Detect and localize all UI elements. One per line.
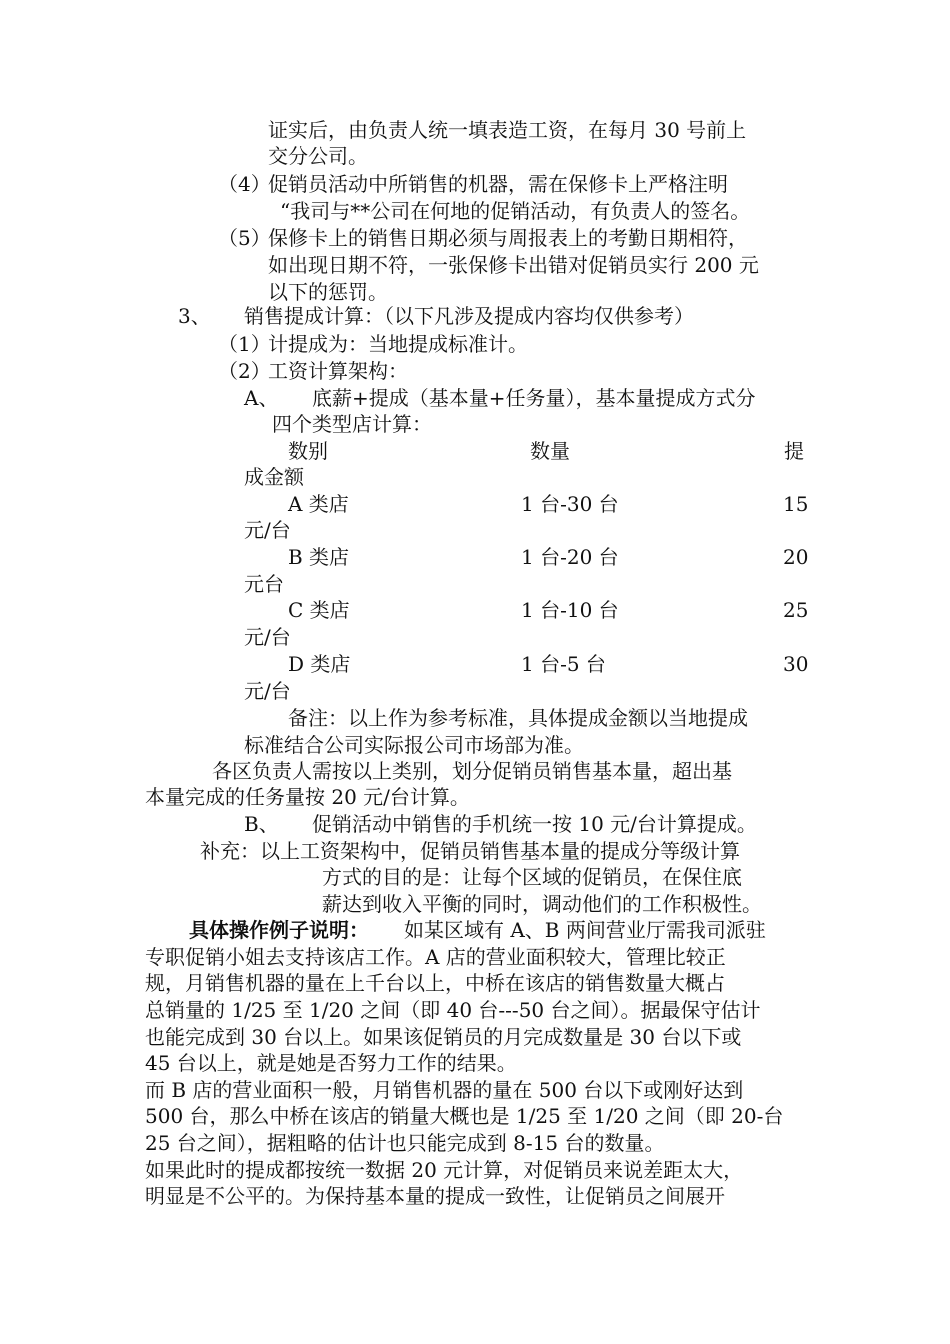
example-heading: 具体操作例子说明： xyxy=(189,918,369,942)
table-cell-unit: 元/台 xyxy=(244,625,291,649)
text-line: 如某区域有 A、B 两间营业厅需我司派驻 xyxy=(404,918,766,942)
text-line: 证实后，由负责人统一填表造工资，在每月 30 号前上 xyxy=(268,118,747,142)
item-number: （5） xyxy=(218,226,271,250)
item-number: （2） xyxy=(218,359,271,383)
text-line: 总销量的 1/25 至 1/20 之间（即 40 台---50 台之间）。据最保守估计 xyxy=(145,998,761,1022)
table-cell-amount: 15 xyxy=(783,492,809,516)
table-cell-type: C 类店 xyxy=(288,598,350,622)
text-line: 各区负责人需按以上类别，划分促销员销售基本量，超出基 xyxy=(212,759,732,783)
table-cell-amount: 30 xyxy=(783,652,809,676)
table-header-type: 数别 xyxy=(288,439,328,463)
table-cell-qty: 1 台-30 台 xyxy=(521,492,619,516)
table-header-qty: 数量 xyxy=(530,439,570,463)
text-line: 交分公司。 xyxy=(268,144,368,168)
text-line: 明显是不公平的。为保持基本量的提成一致性，让促销员之间展开 xyxy=(145,1184,725,1208)
text-line: 45 台以上，就是她是否努力工作的结果。 xyxy=(145,1051,517,1075)
section-title: 销售提成计算：（以下凡涉及提成内容均仅供参考） xyxy=(244,304,694,328)
text-line: 四个类型店计算： xyxy=(272,412,432,436)
table-cell-unit: 元/台 xyxy=(244,679,291,703)
text-line: 也能完成到 30 台以上。如果该促销员的月完成数量是 30 台以下或 xyxy=(145,1025,742,1049)
text-line: 促销员活动中所销售的机器，需在保修卡上严格注明 xyxy=(268,172,728,196)
table-cell-type: A 类店 xyxy=(288,492,349,516)
supplement-line: 方式的目的是：让每个区域的促销员，在保住底 xyxy=(322,865,742,889)
text-line: 如果此时的提成都按统一数据 20 元计算，对促销员来说差距太大， xyxy=(145,1158,744,1182)
table-cell-qty: 1 台-5 台 xyxy=(521,652,606,676)
table-cell-unit: 元台 xyxy=(244,572,284,596)
text-line: “我司与**公司在何地的促销活动，有负责人的签名。 xyxy=(280,199,751,223)
text-line: 计提成为：当地提成标准计。 xyxy=(268,332,528,356)
text-line: 如出现日期不符，一张保修卡出错对促销员实行 200 元 xyxy=(268,253,759,277)
note-line: 备注：以上作为参考标准，具体提成金额以当地提成 xyxy=(288,706,748,730)
item-number: （4） xyxy=(218,172,271,196)
part-label: B、 xyxy=(244,812,279,836)
part-label: A、 xyxy=(244,386,279,410)
text-line: 保修卡上的销售日期必须与周报表上的考勤日期相符， xyxy=(268,226,748,250)
text-line: 底薪+提成（基本量+任务量），基本量提成方式分 xyxy=(312,386,756,410)
text-line: 500 台，那么中桥在该店的销量大概也是 1/25 至 1/20 之间（即 20-台 xyxy=(145,1104,784,1128)
table-cell-amount: 20 xyxy=(783,545,809,569)
table-cell-type: D 类店 xyxy=(288,652,351,676)
text-line: 专职促销小姐去支持该店工作。A 店的营业面积较大，管理比较正 xyxy=(145,945,726,969)
text-line: 以下的惩罚。 xyxy=(268,280,388,304)
note-line: 标准结合公司实际报公司市场部为准。 xyxy=(244,733,584,757)
text-line: 工资计算架构： xyxy=(268,359,408,383)
table-header-amount-wrap: 成金额 xyxy=(244,465,304,489)
text-line: 本量完成的任务量按 20 元/台计算。 xyxy=(145,785,470,809)
text-line: 促销活动中销售的手机统一按 10 元/台计算提成。 xyxy=(312,812,757,836)
text-line: 规，月销售机器的量在上千台以上，中桥在该店的销售数量大概占 xyxy=(145,971,725,995)
table-cell-qty: 1 台-10 台 xyxy=(521,598,619,622)
table-cell-unit: 元/台 xyxy=(244,518,291,542)
table-cell-amount: 25 xyxy=(783,598,809,622)
item-number: （1） xyxy=(218,332,271,356)
section-number: 3、 xyxy=(178,304,211,328)
text-line: 而 B 店的营业面积一般，月销售机器的量在 500 台以下或刚好达到 xyxy=(145,1078,744,1102)
table-header-amount: 提 xyxy=(784,439,804,463)
supplement-line: 薪达到收入平衡的同时，调动他们的工作积极性。 xyxy=(322,892,762,916)
table-cell-qty: 1 台-20 台 xyxy=(521,545,619,569)
text-line: 25 台之间），据粗略的估计也只能完成到 8-15 台的数量。 xyxy=(145,1131,665,1155)
table-cell-type: B 类店 xyxy=(288,545,350,569)
supplement-line: 补充：以上工资架构中，促销员销售基本量的提成分等级计算 xyxy=(200,839,740,863)
